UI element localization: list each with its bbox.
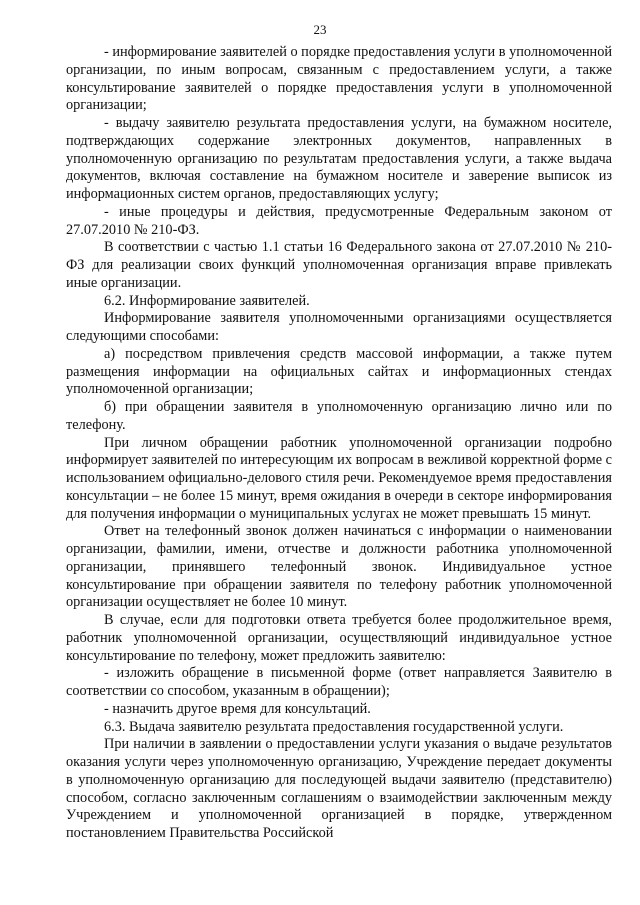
paragraph-issuing-result: - выдачу заявителю результата предоставления услуги, на бумажном носителе, подтверждающих содержание электронных документов, направленных в уполномоченную организацию по результатам предоставления услуги, а также выдача документов, включая составление на бумажном носителе и заверение выписок из информационных систем органов, предоставляющих услугу; xyxy=(66,115,612,202)
paragraph-longer-time: В случае, если для подготовки ответа требуется более продолжительное время, работник уполномоченной организации, осуществляющий индивидуальное устное консультирование по телефону, может предложить заявителю: xyxy=(66,612,612,664)
paragraph-another-time: - назначить другое время для консультаций. xyxy=(104,700,371,717)
document-body xyxy=(66,44,612,843)
paragraph-phone-call: Ответ на телефонный звонок должен начинаться с информации о наименовании организации, фамилии, имени, отчестве и должности работника уполномоченной организации, принявшего телефонный звонок. Индивидуальное устное консультирование при обращении заявителя по телефону работник уполномоченной организации осуществляет не более 10 минут. xyxy=(66,523,612,611)
paragraph-other-procedures: - иные процедуры и действия, предусмотренные Федеральным законом от 27.07.2010 № 210-ФЗ. xyxy=(66,203,612,238)
page-number: 23 xyxy=(313,22,327,37)
paragraph-written-request: - изложить обращение в письменной форме (ответ направляется Заявителю в соответствии со способом, указанным в обращении); xyxy=(66,665,612,699)
paragraph-personal-visit: При личном обращении работник уполномоченной организации подробно информирует заявителей по интересующим их вопросам в вежливой корректной форме с использованием официально-делового стиля речи. Рекомендуемое время предоставления консультации – не более 15 минут, время ожидания в очереди в секторе информирования для получения информации о муниципальных услугах не может превышать 15 минут. xyxy=(66,434,612,522)
paragraph-informing-methods: Информирование заявителя уполномоченными организациями осуществляется следующими способами: xyxy=(66,310,612,344)
paragraph-method-b: б) при обращении заявителя в уполномоченную организацию лично или по телефону. xyxy=(66,399,612,433)
paragraph-method-a: а) посредством привлечения средств массовой информации, а также путем размещения информации на официальных сайтах и информационных стендах уполномоченной организации; xyxy=(66,345,612,398)
section-heading-6-2: 6.2. Информирование заявителей. xyxy=(104,292,310,309)
paragraph-informing-applicants: - информирование заявителей о порядке предоставления услуги в уполномоченной организации, по иным вопросам, связанным с предоставлением услуги, а также консультирование заявителей о порядке предоставления услуги в уполномоченной организации; xyxy=(66,44,612,114)
paragraph-article-16: В соответствии с частью 1.1 статьи 16 Федерального закона от 27.07.2010 № 210-ФЗ для реализации своих функций уполномоченная организация вправе привлекать иные организации. xyxy=(66,239,612,291)
paragraph-issuing-via-organization: При наличии в заявлении о предоставлении услуги указания о выдаче результатов оказания услуги через уполномоченную организацию, Учреждение передает документы в уполномоченную организацию для последующей выдачи заявителю (представителю) способом, согласно заключенным соглашениям о взаимодействии заключенным между Учреждением и уполномоченной организацией в порядке, утвержденном постановлением Правительства Российской xyxy=(66,736,612,841)
section-heading-6-3: 6.3. Выдача заявителю результата предоставления государственной услуги. xyxy=(104,718,564,735)
